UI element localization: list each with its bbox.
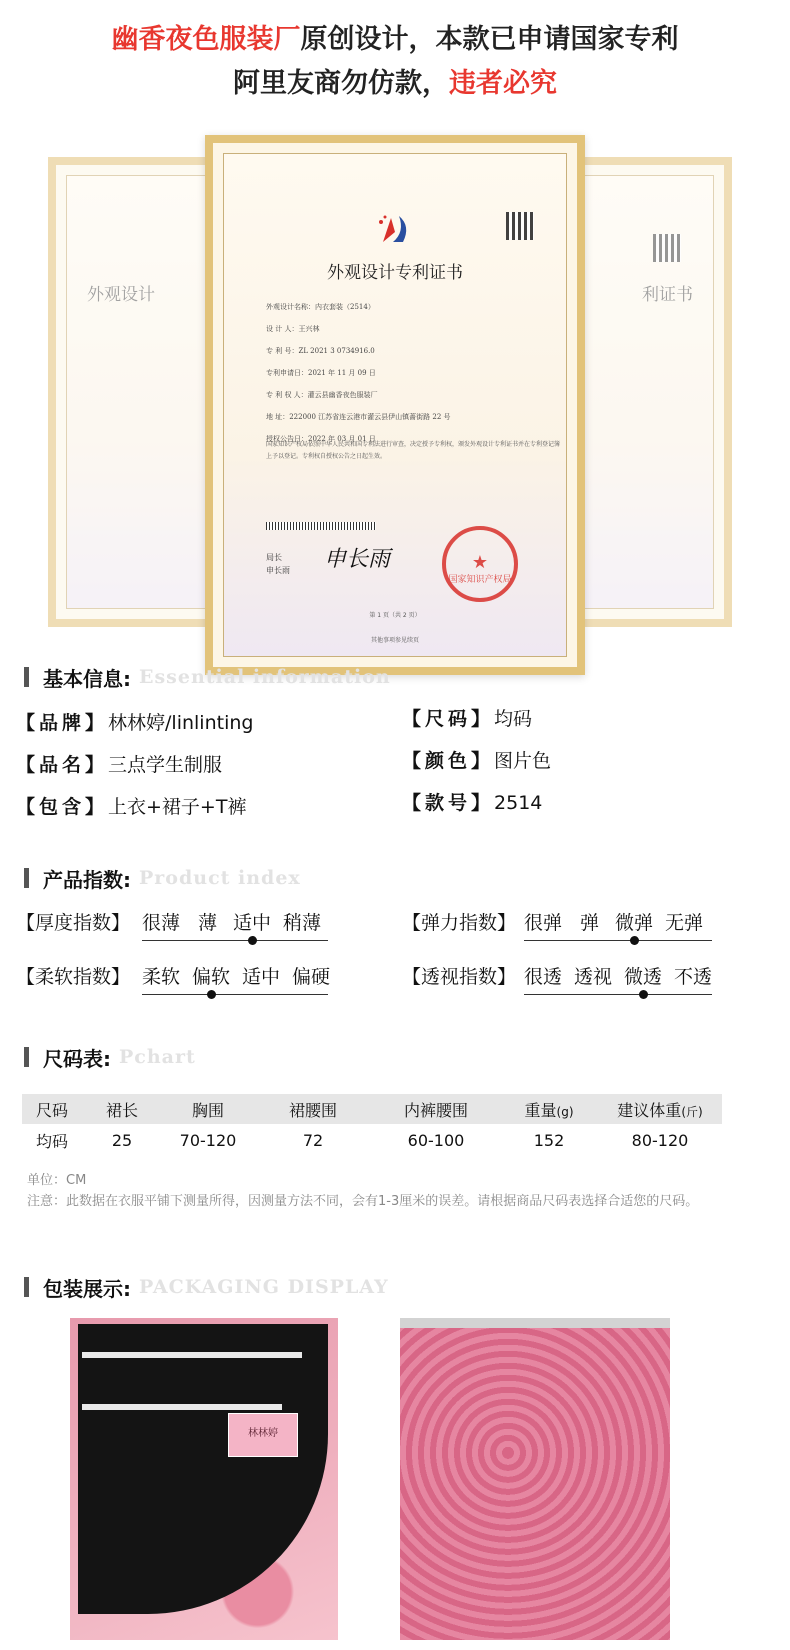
index-option: 偏软 (192, 966, 231, 988)
section-bar (24, 1277, 29, 1297)
info-key: 【包含】 (16, 796, 109, 818)
info-brand (16, 710, 253, 736)
info-value: 三点学生制服 (108, 754, 223, 776)
size-col-header: 内裤腰围 (372, 1094, 500, 1124)
info-product-name (16, 752, 222, 778)
certificate-paragraph: 国家知识产权局依照中华人民共和国专利法进行审查，决定授予专利权，颁发外观设计专利证书并在专利登记簿上予以登记。专利权自授权公告之日起生效。 (266, 441, 561, 460)
banner-line-2 (0, 62, 790, 106)
info-color (402, 748, 551, 774)
packaging-heading (24, 1276, 389, 1301)
info-style-number (402, 790, 542, 816)
certificate-side-title: 外观设计 (87, 285, 155, 305)
header-unit: (g) (556, 1104, 574, 1119)
index-transparency (402, 962, 712, 1002)
index-label: 【弹力指数】 (402, 912, 517, 934)
bag-zipper (400, 1318, 670, 1328)
section-subtitle: Essential information (139, 666, 391, 688)
index-selected-dot (639, 990, 648, 999)
index-elasticity (402, 908, 712, 948)
section-title: 尺码表: (43, 1046, 111, 1071)
header-label: 建议体重 (617, 1100, 682, 1120)
packaging-photo-bag (400, 1318, 670, 1640)
certificate-details (266, 296, 566, 450)
certificate-line: 外观设计名称：内衣套装（2514） (266, 303, 375, 311)
packaging-photo-front (70, 1318, 338, 1640)
info-key: 【款号】 (402, 792, 495, 814)
section-subtitle: Product index (139, 867, 301, 889)
size-col-header-body-weight (598, 1094, 722, 1124)
size-col-header: 胸围 (162, 1094, 254, 1124)
qr-code-icon (506, 212, 534, 240)
certificate-line: 设 计 人：王兴林 (266, 325, 320, 333)
size-col-header-weight (500, 1094, 598, 1124)
header-label: 重量 (524, 1100, 557, 1120)
seal-text: 国家知识产权局 (448, 575, 512, 585)
seal-star-icon: ★ (471, 552, 489, 573)
banner-line-1 (0, 18, 790, 62)
certificate-line: 授权公告日：2022 年 03 月 01 日 (266, 435, 376, 443)
index-options (524, 908, 715, 935)
index-option: 稍薄 (283, 912, 322, 934)
section-bar (24, 868, 29, 888)
size-cell: 均码 (35, 1131, 68, 1151)
size-cell: 72 (302, 1130, 324, 1150)
info-value: 均码 (494, 708, 533, 730)
qr-code-icon (653, 234, 681, 262)
index-scale-line (142, 994, 328, 995)
index-softness (16, 962, 331, 1002)
info-includes (16, 794, 246, 820)
info-value: 2514 (494, 792, 543, 814)
index-scale-line (524, 940, 712, 941)
index-label: 【厚度指数】 (16, 912, 131, 934)
certificate-main (205, 135, 585, 675)
index-selected-dot (630, 936, 639, 945)
index-selected-dot (248, 936, 257, 945)
index-option: 弹 (580, 912, 600, 934)
index-option: 不透 (674, 966, 713, 988)
index-options (142, 962, 342, 989)
info-value: 上衣+裙子+T裤 (108, 796, 247, 818)
garment-stripe (82, 1352, 302, 1358)
garment-black (78, 1324, 328, 1614)
section-title: 产品指数: (43, 867, 131, 892)
index-label: 【透视指数】 (402, 966, 517, 988)
section-title: 包装展示: (43, 1276, 131, 1301)
banner-line-2-text: 阿里友商勿仿款， (233, 68, 449, 99)
info-value: 图片色 (494, 750, 552, 772)
table-row (22, 1124, 722, 1156)
unit-note: 单位：CM (27, 1173, 87, 1188)
index-option: 微弹 (615, 912, 654, 934)
official-seal (442, 526, 518, 602)
index-selected-dot (207, 990, 216, 999)
header-unit: (斤) (681, 1104, 703, 1119)
info-size (402, 706, 532, 732)
product-index-heading (24, 867, 301, 892)
section-subtitle: Pchart (119, 1046, 196, 1068)
index-option: 很透 (524, 966, 563, 988)
certificate-line: 专 利 号：ZL 2021 3 0734916.0 (266, 347, 375, 355)
info-value: 林林婷/linlinting (108, 712, 254, 734)
index-scale-line (142, 940, 328, 941)
index-option: 很薄 (142, 912, 181, 934)
info-key: 【品名】 (16, 754, 109, 776)
size-cell: 152 (533, 1130, 565, 1150)
certificate-inner (223, 153, 567, 657)
size-cell: 25 (111, 1130, 133, 1150)
size-table (22, 1094, 722, 1156)
patent-banner (0, 18, 790, 106)
garment-stripe (82, 1404, 282, 1410)
section-bar (24, 1047, 29, 1067)
section-title: 基本信息: (43, 666, 131, 691)
info-key: 【颜色】 (402, 750, 495, 772)
certificate-footer: 其他事项参见续页 (370, 637, 419, 644)
size-cell: 80-120 (631, 1130, 689, 1150)
size-table-header (22, 1094, 722, 1124)
factory-name: 幽香夜色服装厂 (111, 24, 301, 55)
signer-label (266, 551, 306, 577)
size-col-header: 裙长 (82, 1094, 162, 1124)
certificate-line: 专利申请日：2021 年 11 月 09 日 (266, 369, 376, 377)
index-label: 【柔软指数】 (16, 966, 131, 988)
size-cell: 70-120 (179, 1130, 237, 1150)
index-option: 偏硬 (292, 966, 331, 988)
measurement-note: 注意：此数据在衣服平铺下测量所得，因测量方法不同，会有1-3厘米的误差。请根据商品尺码表选择合适您的尺码。 (27, 1194, 699, 1209)
size-cell: 60-100 (407, 1130, 465, 1150)
signer-name: 申长雨 (266, 566, 290, 575)
warning-text: 违者必究 (449, 68, 557, 99)
info-key: 【品牌】 (16, 712, 109, 734)
signer-title: 局长 (266, 553, 282, 562)
brand-tag: 林林婷 (228, 1413, 298, 1457)
barcode-icon (266, 522, 376, 530)
index-option: 适中 (233, 912, 272, 934)
signature: 申长雨 (324, 547, 391, 572)
index-options (142, 908, 333, 935)
certificate-title: 外观设计专利证书 (327, 263, 463, 283)
index-option: 柔软 (142, 966, 181, 988)
banner-line-1-text: 原创设计，本款已申请国家专利 (300, 24, 679, 55)
size-chart-heading (24, 1046, 196, 1071)
index-option: 无弹 (665, 912, 704, 934)
patent-certificates (0, 135, 790, 675)
size-col-header: 裙腰围 (254, 1094, 372, 1124)
certificate-side-title: 利证书 (642, 285, 693, 305)
index-option: 透视 (574, 966, 613, 988)
cnipa-logo-icon (375, 212, 415, 248)
size-col-header: 尺码 (22, 1094, 82, 1124)
index-scale-line (524, 994, 712, 995)
certificate-page-number: 第 1 页（共 2 页） (369, 612, 421, 619)
index-option: 微透 (624, 966, 663, 988)
basic-info-heading (24, 666, 391, 691)
index-option: 薄 (198, 912, 218, 934)
index-option: 适中 (242, 966, 281, 988)
index-thickness (16, 908, 328, 948)
certificate-line: 地 址：222000 江苏省连云港市灌云县伊山镇蔷街路 22 号 (266, 413, 451, 421)
info-key: 【尺码】 (402, 708, 495, 730)
certificate-line: 专 利 权 人：灌云县幽香夜色服装厂 (266, 391, 378, 399)
index-option: 很弹 (524, 912, 563, 934)
section-bar (24, 667, 29, 687)
index-options (524, 962, 724, 989)
section-subtitle: PACKAGING DISPLAY (139, 1276, 389, 1298)
